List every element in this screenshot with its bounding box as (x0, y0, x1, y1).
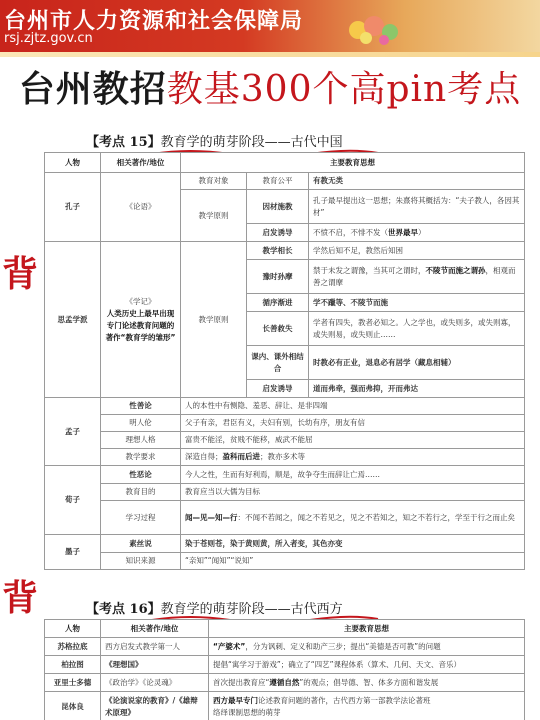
memorize-stamp-1: 背 (2, 253, 39, 295)
mengzi-val-0: 人的本性中有恻隐、羞恶、辞让、是非四端 (181, 398, 525, 415)
simeng-r3-key: 循序渐进 (247, 294, 309, 312)
table-row (45, 398, 525, 415)
xunzi-val-1: 教育应当以大儒为目标 (181, 484, 525, 501)
simeng-r4-key: 长善救失 (247, 312, 309, 346)
simeng-r1-key: 教学相长 (247, 242, 309, 260)
work-simeng-desc: 人类历史上最早出现专门论述教育问题的著作“教育学的雏形” (105, 308, 176, 342)
mengzi-val-2: 富贵不能淫，贫贱不能移，威武不能屈 (181, 432, 525, 449)
kongzi-p2-end: ） (418, 227, 426, 237)
idea-socrates-plain: ，分为讽刺、定义和助产三步；提出“美德是否可教”的问题 (245, 641, 441, 651)
site-title: 台州市人力资源和社会保障局 (4, 9, 304, 34)
person-quintilian: 昆体良 (45, 692, 101, 720)
kongzi-p1-val: 孔子最早提出这一思想；朱熹将其概括为：“夫子教人，各因其材” (309, 190, 525, 224)
xunzi-val-2-plain: ：不闻不若闻之，闻之不若见之，见之不若知之，知之不若行之，学至于行之而止矣 (237, 512, 515, 522)
table-row (45, 415, 525, 432)
section-15-title: 教育学的萌芽阶段——古代中国 (160, 135, 343, 150)
mengzi-key-1: 明人伦 (101, 415, 181, 432)
simeng-r6-val: 道而弗牵，强而弗抑，开而弗达 (309, 380, 525, 398)
simeng-r6-key: 启发诱导 (247, 380, 309, 398)
kongzi-p2-bold: 世界最早 (388, 227, 418, 237)
table-row (45, 501, 525, 535)
memorize-stamp-2: 背 (2, 577, 39, 619)
mengzi-val-3-end: ；教亦多术等 (260, 452, 305, 461)
mengzi-val-3 (181, 449, 525, 466)
idea-socrates (209, 638, 525, 656)
table-row (45, 466, 525, 484)
header-work: 相关著作/地位 (101, 153, 181, 173)
section-16-table (44, 619, 525, 720)
section-15-label: 【考点 15】 (86, 135, 161, 150)
simeng-r2-key: 豫时孙摩 (247, 260, 309, 294)
mozi-val-0: 染于苍则苍，染于黄则黄，所入者变，其色亦变 (181, 535, 525, 553)
header-person: 人物 (45, 620, 101, 638)
person-kongzi: 孔子 (45, 173, 101, 242)
table-row (45, 432, 525, 449)
section-16-label: 【考点 16】 (86, 602, 161, 617)
xunzi-key-1: 教育目的 (101, 484, 181, 501)
kongzi-object-label: 教育对象 (181, 173, 247, 190)
table-row (45, 484, 525, 501)
table-row (45, 674, 525, 692)
person-socrates: 苏格拉底 (45, 638, 101, 656)
mengzi-key-3: 教学要求 (101, 449, 181, 466)
simeng-r5-key: 课内、课外相结合 (247, 346, 309, 380)
poster-title-prefix: 台州教招 (18, 68, 167, 110)
idea-aristotle-plain: 首次提出教育应“ (213, 677, 270, 687)
person-mengzi: 孟子 (45, 398, 101, 466)
work-socrates: 西方启发式教学第一人 (101, 638, 209, 656)
simeng-r1-val: 学然后知不足，教然后知困 (309, 242, 525, 260)
section-16-title: 教育学的萌芽阶段——古代西方 (160, 602, 343, 617)
flower-decoration-icon (340, 8, 410, 48)
idea-aristotle-end: ”的观点；倡导德、智、体多方面和谐发展 (299, 677, 439, 687)
mozi-key-1: 知识来源 (101, 553, 181, 570)
mengzi-val-3-bold: 盈科而后进 (222, 452, 260, 461)
work-simeng (101, 242, 181, 398)
section-15-table (44, 152, 525, 570)
xunzi-key-0: 性恶论 (101, 466, 181, 484)
table-row (45, 242, 525, 260)
poster-title-highlight: 教基300个高pin考点 (166, 69, 522, 110)
simeng-r3-val: 学不躐等、不陵节而施 (309, 294, 525, 312)
idea-quintilian-line2: 络绎课制思想的萌芽 (213, 707, 281, 717)
header-idea: 主要教育思想 (209, 620, 525, 638)
simeng-r5-val: 时教必有正业，退息必有居学（藏息相辅） (309, 346, 525, 380)
idea-quintilian-plain: 论述教育问题的著作，古代西方第一部教学法论著班 (258, 695, 431, 705)
simeng-r2-bold: 不陵节而施之谓孙 (425, 265, 486, 275)
xunzi-key-2: 学习过程 (101, 501, 181, 535)
idea-aristotle-bold: 遵循自然 (269, 677, 300, 687)
mengzi-key-0: 性善论 (101, 398, 181, 415)
idea-aristotle (209, 674, 525, 692)
idea-socrates-bold: “产婆术” (213, 641, 246, 651)
table-row (45, 656, 525, 674)
idea-plato: 提倡“寓学习于游戏”；确立了“四艺”课程体系（算术、几何、天文、音乐） (209, 656, 525, 674)
person-simeng: 思孟学派 (45, 242, 101, 398)
mengzi-val-1: 父子有亲，君臣有义，夫妇有别，长幼有序，朋友有信 (181, 415, 525, 432)
work-quintilian: 《论演说家的教育》/《雄辩术原理》 (101, 692, 209, 720)
kongzi-object-val: 有教无类 (309, 173, 525, 190)
kongzi-p2-key: 启发诱导 (247, 224, 309, 242)
mengzi-val-3-plain: 深造自得； (185, 452, 223, 461)
work-kongzi: 《论语》 (101, 173, 181, 242)
kongzi-p2-val (309, 224, 525, 242)
table-row (45, 692, 525, 720)
header-person: 人物 (45, 153, 101, 173)
kongzi-p2-plain: 不愤不启，不悱不发（ (313, 227, 388, 237)
poster-title (0, 66, 540, 113)
table-row (45, 449, 525, 466)
idea-quintilian-bold: 西方最早专门 (213, 695, 258, 705)
xunzi-val-0: 今人之性，生而有好利焉，顺是，故争夺生而辞让亡焉…… (181, 466, 525, 484)
simeng-r2-end: ，相观而善之谓摩 (313, 265, 516, 287)
person-aristotle: 亚里士多德 (45, 674, 101, 692)
kongzi-principle-label: 教学原则 (181, 190, 247, 242)
table-row (45, 173, 525, 190)
table-row (45, 535, 525, 553)
table-row (45, 553, 525, 570)
kongzi-object-key: 教育公平 (247, 173, 309, 190)
mengzi-key-2: 理想人格 (101, 432, 181, 449)
table-header-row (45, 620, 525, 638)
header-work: 相关著作/地位 (101, 620, 209, 638)
xunzi-val-2-bold: 闻—见—知—行 (185, 512, 238, 522)
kongzi-p1-key: 因材施教 (247, 190, 309, 224)
site-url: rsj.zjtz.gov.cn (4, 31, 93, 46)
site-header (0, 0, 540, 52)
simeng-r2-val (309, 260, 525, 294)
idea-quintilian (209, 692, 525, 720)
xunzi-val-2 (181, 501, 525, 535)
header-idea: 主要教育思想 (181, 153, 525, 173)
table-header-row (45, 153, 525, 173)
person-mozi: 墨子 (45, 535, 101, 570)
simeng-r2-plain: 禁于未发之谓豫，当其可之谓时， (313, 265, 426, 275)
header-stripe (0, 52, 540, 57)
simeng-principle-label: 教学原则 (181, 242, 247, 398)
mozi-key-0: 素丝说 (101, 535, 181, 553)
work-aristotle: 《政治学》《论灵魂》 (101, 674, 209, 692)
table-row (45, 638, 525, 656)
person-plato: 柏拉图 (45, 656, 101, 674)
mozi-val-1: “亲知”“闻知”“说知” (181, 553, 525, 570)
person-xunzi: 荀子 (45, 466, 101, 535)
work-simeng-title: 《学记》 (125, 296, 156, 306)
work-plato: 《理想国》 (101, 656, 209, 674)
simeng-r4-val: 学者有四失，教者必知之。人之学也，或失则多，或失则寡，或失则易，或失则止…… (309, 312, 525, 346)
